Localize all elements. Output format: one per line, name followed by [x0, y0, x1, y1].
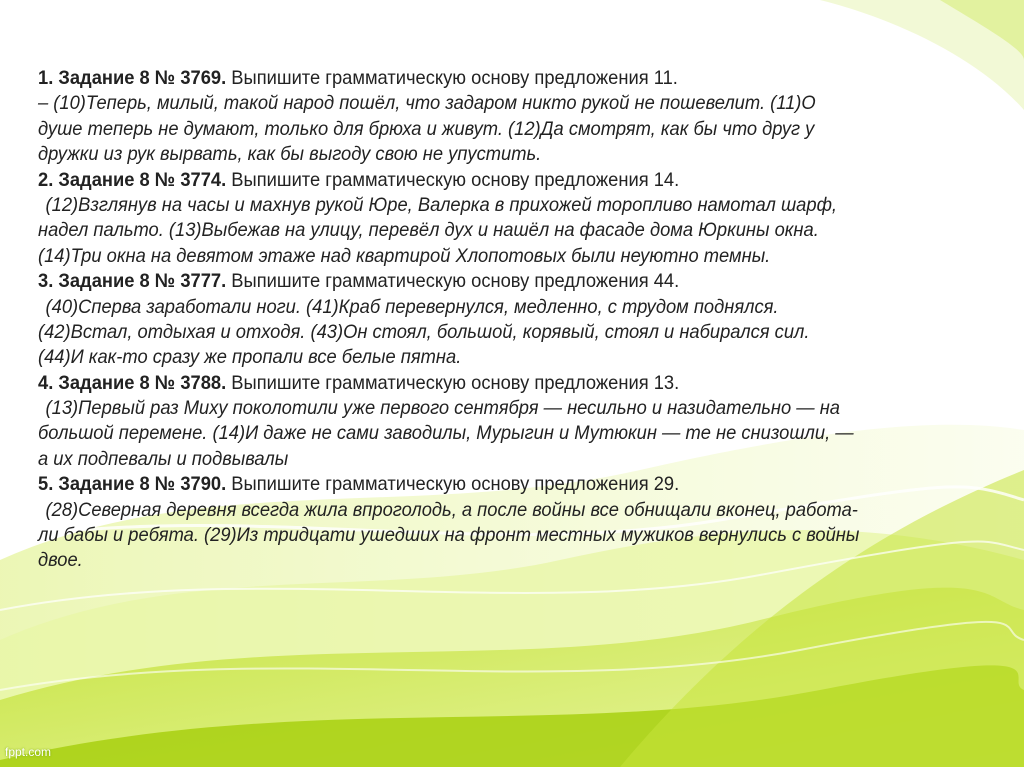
task-3-prompt: Выпишите грамматическую основу предложения 44. — [226, 270, 680, 293]
fppt-logo: fppt.com — [5, 745, 52, 759]
task-2-text-line-2: надел пальто. (13)Выбежав на улицу, перевёл дух и нашёл на фасаде дома Юркины окна. — [38, 219, 819, 242]
task-1-text-line-1: – (10)Теперь, милый, такой народ пошёл, что задаром никто рукой не пошевелит. (11)О — [38, 92, 816, 115]
task-4-number: 4. Задание 8 № 3788. — [38, 371, 227, 394]
task-5-number: 5. Задание 8 № 3790. — [38, 473, 227, 496]
task-1-prompt: Выпишите грамматическую основу предложения 11. — [226, 67, 678, 89]
task-4-text-line-2: большой перемене. (14)И даже не сами заводилы, Мурыгин и Мутюкин — те не снизошли, — — [38, 422, 854, 445]
task-4-text-line-1: (13)Первый раз Миху поколотили уже первого сентября — несильно и назидательно — на — [45, 397, 840, 420]
task-1-text-line-2: душе теперь не думают, только для брюха и живут. (12)Да смотрят, как бы что друг у — [38, 117, 815, 140]
task-2-prompt: Выпишите грамматическую основу предложения 14. — [226, 168, 680, 191]
task-3-text-line-1: (40)Сперва заработали ноги. (41)Краб перевернулся, медленно, с трудом поднялся. — [45, 295, 779, 318]
task-list — [38, 66, 940, 574]
task-1-text-line-3: дружки из рук вырвать, как бы выгоду свою не упустить. — [38, 143, 542, 166]
task-5-prompt: Выпишите грамматическую основу предложения 29. — [226, 473, 680, 496]
task-5-heading — [38, 472, 940, 497]
task-4-prompt: Выпишите грамматическую основу предложения 13. — [226, 371, 680, 394]
task-3-heading — [38, 269, 940, 294]
task-5-text-line-3: двое. — [38, 549, 83, 572]
task-4-heading — [38, 371, 940, 396]
task-1-heading — [38, 66, 940, 91]
task-2-text-line-1: (12)Взглянув на часы и махнув рукой Юре, Валерка в прихожей торопливо намотал шарф, — [45, 193, 837, 216]
task-2-number: 2. Задание 8 № 3774. — [38, 168, 227, 191]
task-5-text-line-2: ли бабы и ребята. (29)Из тридцати ушедших на фронт местных мужиков вернулись с войны — [38, 524, 860, 547]
task-2-text-line-3: (14)Три окна на девятом этаже над квартирой Хлопотовых были неуютно темны. — [38, 244, 771, 267]
task-3-number: 3. Задание 8 № 3777. — [38, 270, 227, 293]
task-1-number: 1. Задание 8 № 3769. — [38, 67, 227, 89]
task-3-text-line-3: (44)И как-то сразу же пропали все белые пятна. — [38, 346, 462, 369]
task-3-text-line-2: (42)Встал, отдыхая и отходя. (43)Он стоял, большой, корявый, стоял и набирался сил. — [38, 320, 810, 343]
task-5-text-line-1: (28)Северная деревня всегда жила впроголодь, а после войны все обнищали вконец, работа- — [45, 498, 858, 521]
task-4-text-line-3: а их подпевалы и подвывалы — [38, 447, 289, 470]
task-2-heading — [38, 168, 940, 193]
